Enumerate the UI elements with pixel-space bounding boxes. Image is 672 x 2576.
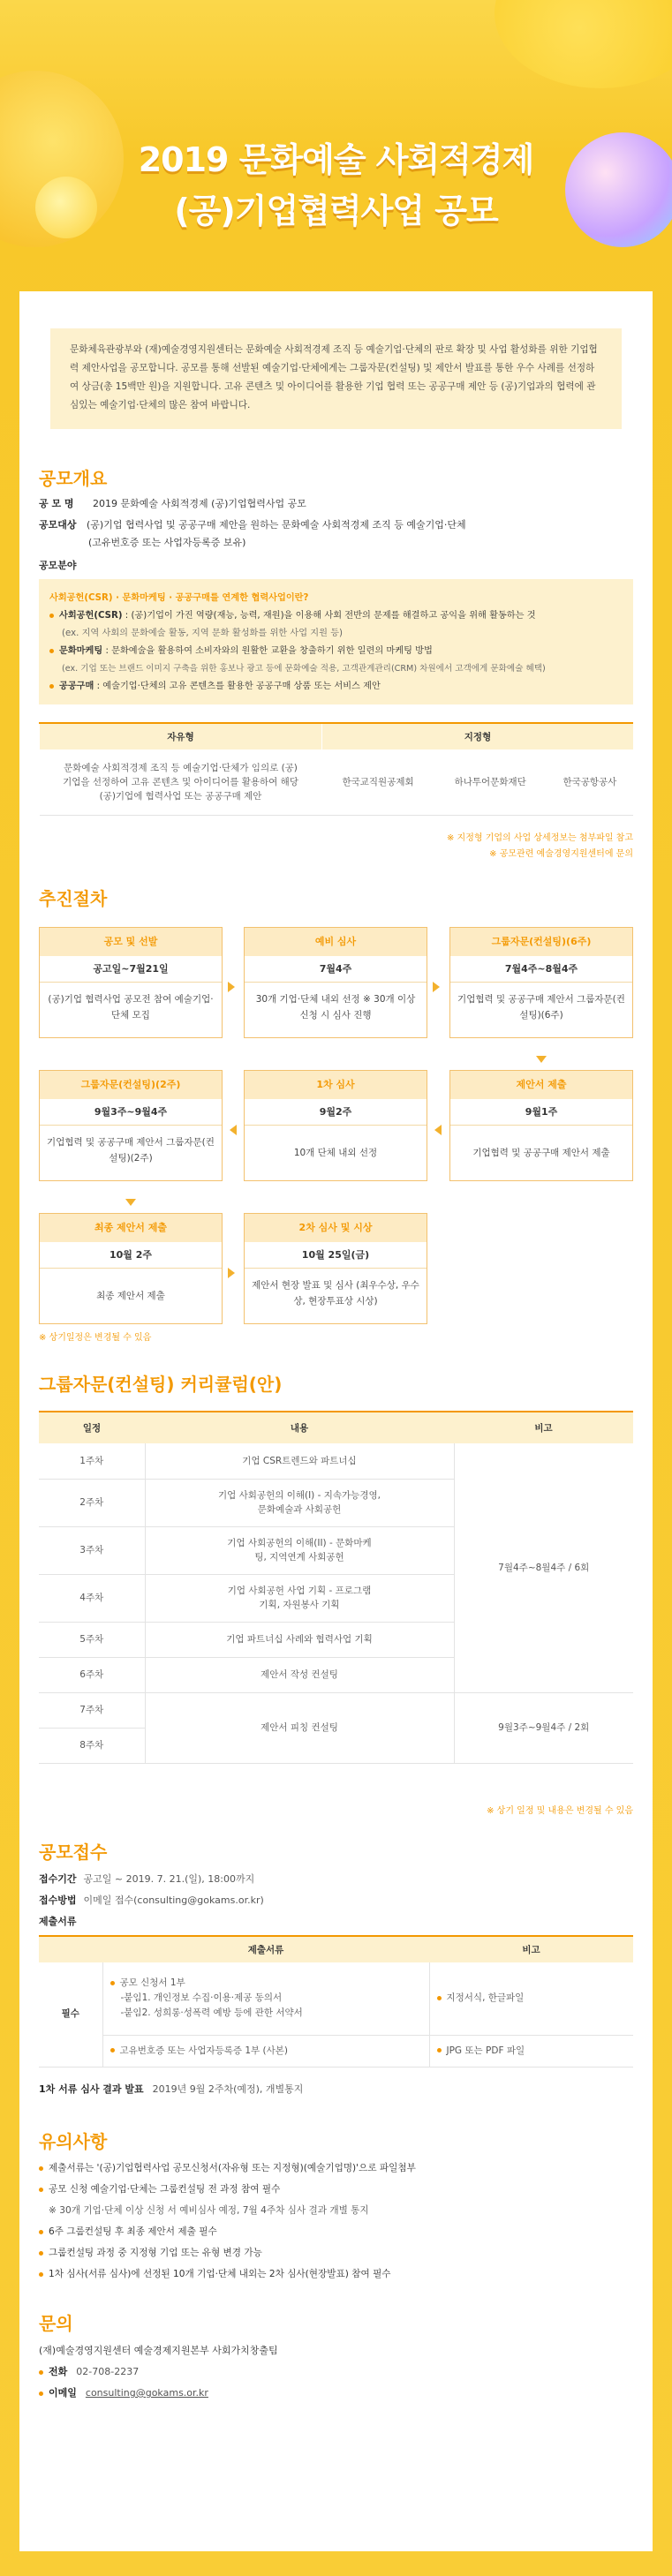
step-desc: (공)기업 협력사업 공모전 참여 예술기업·단체 모집 <box>48 994 214 1021</box>
overview-target-label: 공모대상 <box>39 519 77 531</box>
docs-head-note: 비고 <box>429 1936 633 1962</box>
period-label: 접수기간 <box>39 1873 77 1885</box>
csr-example: (ex. 지역 사회의 문화예술 활동, 지역 문화 활성화를 위한 사업 지원 등) <box>62 629 344 638</box>
result-value: 2019년 9월 2주차(예정), 개별통지 <box>152 2083 304 2095</box>
arrow-left-icon <box>434 1125 442 1135</box>
curriculum-table <box>39 1411 633 1764</box>
caution-text: 공모 신청 예술기업·단체는 그룹컨설팅 전 과정 참여 필수 <box>49 2184 281 2195</box>
csr-item <box>49 607 623 625</box>
doc-1-note: 지정서식, 한글파일 <box>446 1992 525 2004</box>
step-head: 그룹자문(컨설팅)(2주) <box>40 1071 222 1099</box>
public-text: : 예술기업·단체의 고유 콘텐츠를 활용한 공공구매 상품 또는 서비스 제안 <box>94 682 381 691</box>
result-row <box>39 2082 303 2096</box>
type-table <box>39 722 633 816</box>
step-head: 예비 심사 <box>245 928 427 956</box>
field-question: 사회공헌(CSR) · 문화마케팅 · 공공구매를 연계한 협력사업이란? <box>49 593 309 603</box>
week-cell: 7주차 <box>39 1692 145 1728</box>
step-head: 제안서 제출 <box>450 1071 632 1099</box>
doc-1: 공모 신청서 1부 <box>119 1977 185 1989</box>
phone-label: 전화 <box>49 2366 68 2377</box>
content-cell: 기업 사회공헌의 이해(II) - 문화마케팅, 지역연계 사회공헌 <box>145 1526 454 1574</box>
step-desc: 기업협력 및 공공구매 제안서 그룹자문(컨설팅)(6주) <box>457 994 625 1021</box>
step-box <box>244 1070 427 1181</box>
step-desc: 30개 기업·단체 내외 선정 ※ 30개 이상 신청 시 심사 진행 <box>255 994 416 1021</box>
step-period: 7월4주 <box>245 956 427 983</box>
section-title-curriculum: 그룹자문(컨설팅) 커리큘럼(안) <box>39 1374 283 1395</box>
hero-banner <box>0 0 672 305</box>
hero-title-line1: 2019 문화예술 사회적경제 <box>138 140 534 179</box>
arrow-down-icon <box>125 1199 136 1206</box>
step-box <box>244 1213 427 1324</box>
doc-1-cell <box>102 1962 429 2035</box>
docs-table <box>39 1935 633 2068</box>
required-label: 필수 <box>39 1962 102 2067</box>
step-period: 10월 25일(금) <box>245 1242 427 1269</box>
arrow-left-icon <box>230 1125 237 1135</box>
step-box <box>39 1070 223 1181</box>
step-head: 1차 심사 <box>245 1071 427 1099</box>
public-label: 공공구매 <box>59 682 94 691</box>
table-row <box>39 1443 633 1479</box>
submission-method-row <box>39 1893 264 1907</box>
content-cell: 제안서 작성 컨설팅 <box>145 1657 454 1692</box>
step-desc: 기업협력 및 공공구매 제안서 그룹자문(컨설팅)(2주) <box>47 1137 215 1164</box>
caution-subnote: ※ 30개 기업·단체 이상 신청 서 예비심사 예정, 7월 4주차 심사 결과 개별 통지 <box>49 2205 369 2216</box>
overview-name-value: 2019 문화예술 사회적경제 (공)기업협력사업 공모 <box>93 498 306 509</box>
week-cell: 2주차 <box>39 1479 145 1526</box>
type-head-designated: 지정형 <box>322 723 634 749</box>
bullet-icon <box>437 2048 442 2053</box>
week-cell: 6주차 <box>39 1657 145 1692</box>
section-title-submission: 공모접수 <box>39 1842 108 1863</box>
bullet-icon <box>110 1981 115 1985</box>
curriculum-head-week: 일정 <box>39 1412 145 1443</box>
curriculum-head-note: 비고 <box>454 1412 633 1443</box>
bullet-icon <box>49 649 54 653</box>
note-cell: 9월3주~9월4주 / 2회 <box>454 1692 633 1763</box>
step-head: 2차 심사 및 시상 <box>245 1214 427 1242</box>
overview-name-label: 공 모 명 <box>39 498 74 509</box>
step-box <box>449 927 633 1038</box>
step-period: 9월1주 <box>450 1099 632 1126</box>
doc-1a: -붙임1. 개인정보 수집·이용·제공 동의서 <box>120 1992 283 2004</box>
week-cell: 1주차 <box>39 1443 145 1479</box>
doc-2-note-cell <box>429 2035 633 2067</box>
contact-email-row <box>39 2385 208 2399</box>
docs-head: 제출서류 <box>102 1936 429 1962</box>
bullet-icon <box>39 2251 43 2256</box>
doc-2-cell <box>102 2035 429 2067</box>
step-period: 7월4주~8월4주 <box>450 956 632 983</box>
step-period: 9월2주 <box>245 1099 427 1126</box>
table-row <box>39 1692 633 1728</box>
csr-text: : (공)기업이 가진 역량(재능, 능력, 재원)을 이용해 사회 전반의 문제를 해결하고 공익을 위해 활동하는 것 <box>122 611 536 621</box>
note-cell: 7월4주~8월4주 / 6회 <box>454 1443 633 1692</box>
process-note: ※ 상기일정은 변경될 수 있음 <box>39 1333 152 1343</box>
csr-label: 사회공헌(CSR) <box>59 611 123 621</box>
arrow-down-icon <box>536 1056 547 1063</box>
hero-circle-top <box>495 0 672 88</box>
bullet-icon <box>39 2166 43 2171</box>
bullet-icon <box>437 1996 442 2000</box>
overview-field-label: 공모분야 <box>39 560 77 571</box>
week-cell: 4주차 <box>39 1574 145 1622</box>
curriculum-head-content: 내용 <box>145 1412 454 1443</box>
marketing-text: : 문화예술을 활용하여 소비자와의 원활한 교환을 창출하기 위한 일련의 마케팅 방법 <box>102 646 433 656</box>
docs-label: 제출서류 <box>39 1916 77 1927</box>
step-desc: 10개 단체 내외 선정 <box>293 1148 378 1158</box>
email-label: 이메일 <box>49 2387 77 2399</box>
week-cell: 8주차 <box>39 1728 145 1763</box>
curriculum-note: ※ 상기 일정 및 내용은 변경될 수 있음 <box>487 1806 633 1816</box>
field-info-box <box>39 579 633 704</box>
caution-item <box>39 2246 262 2259</box>
overview-note-1: ※ 지정형 기업의 사업 상세정보는 첨부파일 참고 <box>447 833 633 843</box>
overview-target-row <box>39 517 630 531</box>
content-cell: 기업 사회공헌의 이해(I) - 지속가능경영, 문화예술과 사회공헌 <box>145 1479 454 1526</box>
method-label: 접수방법 <box>39 1894 77 1906</box>
bullet-icon <box>39 2391 43 2396</box>
method-value: 이메일 접수(consulting@gokams.or.kr) <box>83 1894 264 1906</box>
caution-text: 6주 그룹컨설팅 후 최종 제안서 제출 필수 <box>49 2226 217 2237</box>
bullet-icon <box>39 2370 43 2375</box>
type-head-free: 자유형 <box>40 723 322 749</box>
section-title-process: 추진절차 <box>39 888 108 909</box>
step-head: 공모 및 선발 <box>40 928 222 956</box>
bullet-icon <box>110 2048 115 2053</box>
hero-title-line2: (공)기업협력사업 공모 <box>174 192 498 230</box>
period-value: 공고일 ~ 2019. 7. 21.(일), 18:00까지 <box>83 1873 255 1885</box>
intro-box: 문화체육관광부와 (재)예술경영지원센터는 문화예술 사회적경제 조직 등 예술기업·단체의 판로 확장 및 사업 활성화를 위한 기업협력 제안사업을 공모합니다. 공모를 통해 선발된 예술기업·단체에게는 그룹자문(컨설팅) 및 제안서 발표를 통한 우수 사례를 선정하여 상금(총 15백만 원)을 지원합니다. 고유 콘텐츠 및 아이디어를 활용한 기업 협력 또는 공공구매 제안 등 (공)기업과의 협력에 관심있는 예술기업·단체의 많은 참여 바랍니다. <box>50 328 622 429</box>
caution-text: 1차 심사(서류 심사)에 선정된 10개 기업·단체 내외는 2차 심사(현장발표) 참여 필수 <box>49 2269 391 2279</box>
contact-org: (재)예술경영지원센터 예술경제지원본부 사회가치창출팀 <box>39 2345 278 2356</box>
doc-2-note: JPG 또는 PDF 파일 <box>446 2045 525 2056</box>
arrow-right-icon <box>228 982 235 992</box>
submission-period-row <box>39 1872 254 1886</box>
caution-text: 제출서류는 '(공)기업협력사업 공모신청서(자유형 또는 지정형)(예술기업명)'으로 파일첨부 <box>49 2163 416 2173</box>
step-head: 최종 제안서 제출 <box>40 1214 222 1242</box>
email-link[interactable]: consulting@gokams.or.kr <box>85 2387 208 2399</box>
designated-org-1: 한국교직원공제회 <box>322 749 434 815</box>
marketing-item <box>49 643 623 660</box>
doc-1-note-cell <box>429 1962 633 2035</box>
designated-org-2: 하나투어문화재단 <box>434 749 547 815</box>
section-title-caution: 유의사항 <box>39 2131 108 2152</box>
step-box <box>449 1070 633 1181</box>
type-free-text: 문화예술 사회적경제 조직 등 예술기업·단체가 임의로 (공)기업을 선정하여 고유 콘텐츠 및 아이디어를 활용하여 해당 (공)기업에 협력사업 또는 공공구매 제안 <box>40 749 322 815</box>
content-cell: 기업 사회공헌 사업 기획 - 프로그램 기획, 자원봉사 기획 <box>145 1574 454 1622</box>
bullet-icon <box>39 2188 43 2192</box>
content-card <box>19 291 653 2551</box>
marketing-label: 문화마케팅 <box>59 646 103 656</box>
phone-value: 02-708-2237 <box>76 2366 140 2377</box>
step-desc: 최종 제안서 제출 <box>96 1291 165 1301</box>
overview-target-value: (공)기업 협력사업 및 공공구매 제안을 원하는 문화예술 사회적경제 조직 등 예술기업·단체 <box>87 519 466 531</box>
step-period: 10월 2주 <box>40 1242 222 1269</box>
bullet-icon <box>39 2272 43 2277</box>
caution-item <box>39 2161 416 2174</box>
result-label: 1차 서류 심사 결과 발표 <box>39 2083 144 2095</box>
content-cell: 제안서 피칭 컨설팅 <box>145 1692 454 1763</box>
step-box <box>39 927 223 1038</box>
step-period: 공고일~7월21일 <box>40 956 222 983</box>
bullet-icon <box>39 2230 43 2234</box>
week-cell: 3주차 <box>39 1526 145 1574</box>
caution-item <box>39 2267 391 2280</box>
overview-name-row <box>39 496 622 510</box>
content-cell: 기업 파트너십 사례와 협력사업 기획 <box>145 1622 454 1657</box>
step-head: 그룹자문(컨설팅)(6주) <box>450 928 632 956</box>
step-box <box>244 927 427 1038</box>
step-period: 9월3주~9월4주 <box>40 1099 222 1126</box>
caution-item <box>39 2225 217 2238</box>
caution-item <box>39 2182 280 2196</box>
overview-target-sub: (고유번호증 또는 사업자등록증 보유) <box>88 537 246 548</box>
week-cell: 5주차 <box>39 1622 145 1657</box>
step-box <box>39 1213 223 1324</box>
overview-note-2: ※ 공모관련 예술경영지원센터에 문의 <box>489 849 633 859</box>
bullet-icon <box>49 614 54 618</box>
step-desc: 제안서 현장 발표 및 심사 (최우수상, 우수상, 현장투표상 시상) <box>252 1280 419 1307</box>
section-title-contact: 문의 <box>39 2313 73 2334</box>
arrow-right-icon <box>228 1268 235 1278</box>
step-desc: 기업협력 및 공공구매 제안서 제출 <box>472 1148 610 1158</box>
content-cell: 기업 CSR트렌드와 파트너십 <box>145 1443 454 1479</box>
bullet-icon <box>49 684 54 689</box>
section-title-overview: 공모개요 <box>39 468 108 489</box>
designated-org-3: 한국공항공사 <box>547 749 633 815</box>
public-item <box>49 678 623 696</box>
doc-2: 고유번호증 또는 사업자등록증 1부 (사본) <box>119 2045 289 2056</box>
caution-text: 그룹컨설팅 과정 중 지정형 기업 또는 유형 변경 가능 <box>49 2248 262 2258</box>
marketing-example: (ex. 기업 또는 브랜드 이미지 구축을 위한 홍보나 광고 등에 문화예술 적용, 고객관계관리(CRM) 차원에서 고객에게 문화예술 혜택) <box>62 664 546 674</box>
doc-1b: -붙임2. 성희롱·성폭력 예방 등에 관한 서약서 <box>120 2007 303 2019</box>
arrow-right-icon <box>433 982 440 992</box>
contact-phone-row <box>39 2364 139 2378</box>
